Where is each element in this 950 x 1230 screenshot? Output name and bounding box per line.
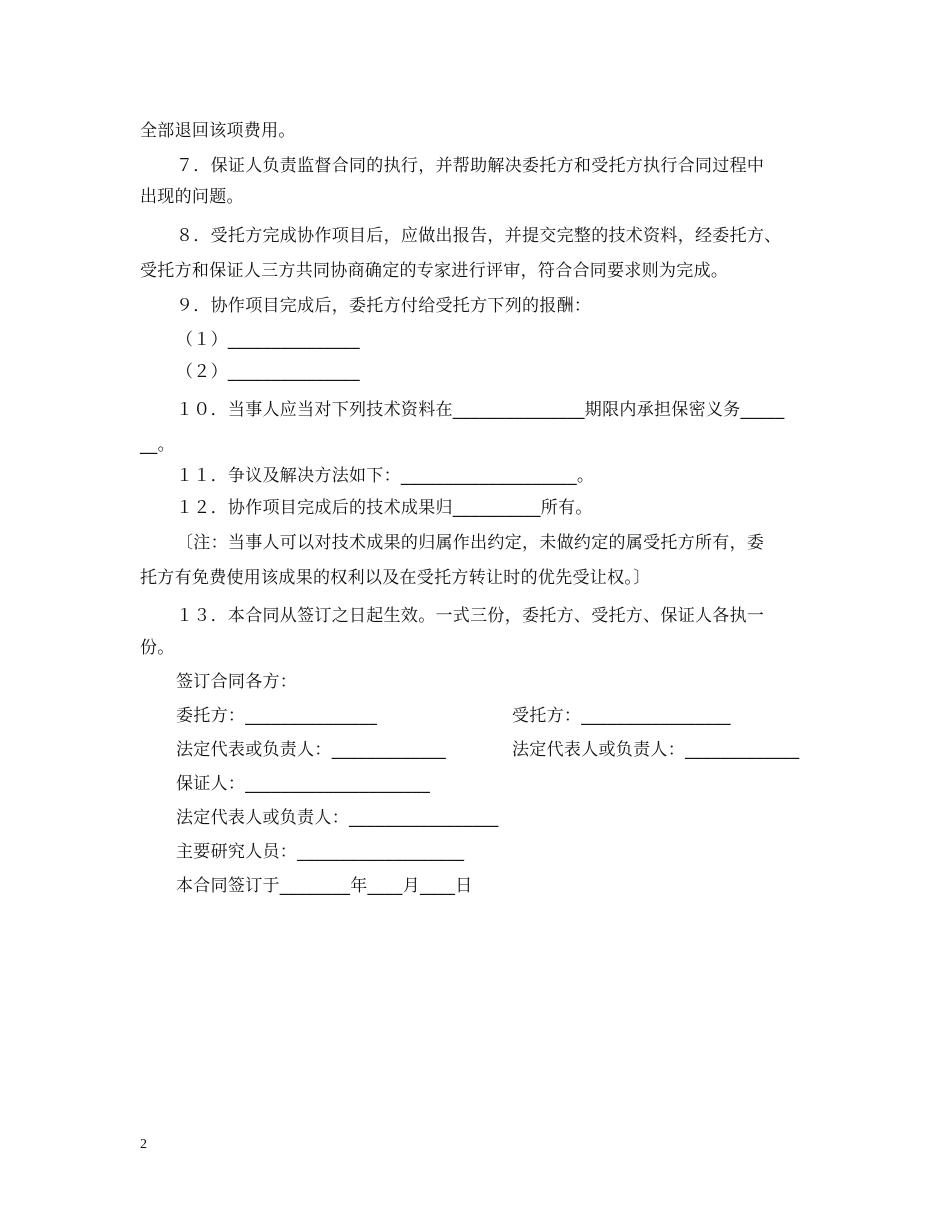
contractor-signature-field: 受托方：_________________ <box>512 706 731 726</box>
contractor-rep-field: 法定代表人或负责人：_____________ <box>512 740 800 760</box>
signatories-heading: 签订合同各方： <box>176 672 298 692</box>
client-rep-field: 法定代表或负责人：_____________ <box>176 740 447 760</box>
clause-13-line-1: １３．本合同从签订之日起生效。一式三份，委托方、受托方、保证人各执一 <box>176 606 765 626</box>
clause-7-line-1: ７．保证人负责监督合同的执行，并帮助解决委托方和受托方执行合同过程中 <box>176 156 765 176</box>
guarantor-rep-field: 法定代表人或负责人：_________________ <box>176 808 499 828</box>
reward-item-1: （１）_______________ <box>176 330 360 350</box>
clause-9: ９．协作项目完成后，委托方付给受托方下列的报酬： <box>176 296 592 316</box>
reward-item-2: （２）_______________ <box>176 362 360 382</box>
paragraph-line: 全部退回该项费用。 <box>140 121 296 141</box>
clause-10-line-1: １０．当事人应当对下列技术资料在_______________期限内承担保密义务_____ <box>176 400 785 420</box>
clause-12: １２．协作项目完成后的技术成果归__________所有。 <box>176 498 593 518</box>
sign-date-field: 本合同签订于________年____月____日 <box>176 876 473 896</box>
client-signature-field: 委托方：_______________ <box>176 706 378 726</box>
guarantor-field: 保证人：_____________________ <box>176 774 430 794</box>
clause-13-line-2: 份。 <box>140 638 175 658</box>
note-line-1: 〔注：当事人可以对技术成果的归属作出约定，未做约定的属受托方所有，委 <box>176 533 765 553</box>
clause-7-line-2: 出现的问题。 <box>140 187 244 207</box>
clause-11: １１．争议及解决方法如下：____________________。 <box>176 466 595 486</box>
researchers-field: 主要研究人员：___________________ <box>176 842 465 862</box>
clause-8-line-2: 受托方和保证人三方共同协商确定的专家进行评审，符合合同要求则为完成。 <box>140 261 729 281</box>
clause-8-line-1: ８．受托方完成协作项目后，应做出报告，并提交完整的技术资料，经委托方、 <box>176 226 782 246</box>
page-number: 2 <box>140 1137 147 1152</box>
clause-10-line-2: __。 <box>140 435 175 455</box>
note-line-2: 托方有免费使用该成果的权利以及在受托方转让时的优先受让权。〕 <box>140 568 651 588</box>
